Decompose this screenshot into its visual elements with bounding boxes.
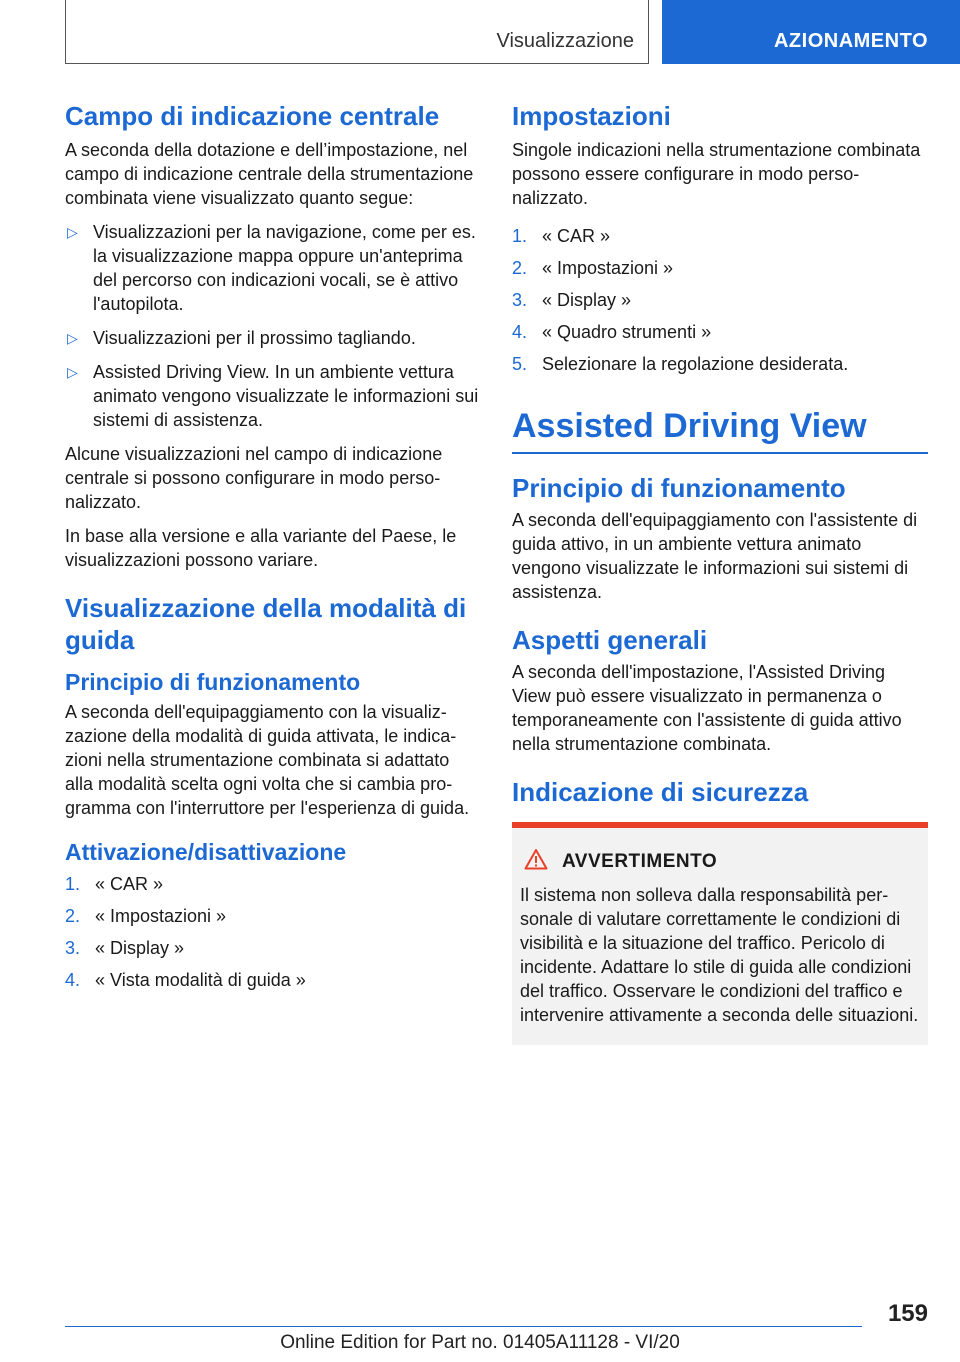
right-column — [512, 100, 928, 1045]
aspetti-paragraph: A seconda dell'impostazione, l'Assisted Driving View può essere visualizzato in permanenza o temporaneamente con l'assistente di guida attivo nella strumentazione combinata. — [512, 662, 902, 754]
header-section-box — [65, 0, 649, 64]
campo-intro: A seconda della dotazione e dell’impostazione, nel campo di indicazione centrale della strumentazione combinata viene visualizzato quanto segue: — [65, 140, 474, 208]
header-chapter-tab — [662, 0, 960, 64]
triangle-bullet-icon: ▷ — [67, 330, 78, 346]
step-item: 3. « Display » — [512, 290, 632, 310]
step-item: 2. « Impostazioni » — [65, 906, 227, 926]
triangle-bullet-icon: ▷ — [67, 224, 78, 240]
section-title-principio: Principio di funzionamento — [512, 473, 846, 503]
campo-paragraph-2: Alcune visualizzazioni nel campo di indicazione centrale si possono configurare in modo personalizzato. — [65, 444, 443, 512]
step-item: 3. « Display » — [65, 938, 185, 958]
list-item: ▷ Visualizzazioni per il prossimo tagliando. — [67, 328, 416, 348]
warning-text: Il sistema non solleva dalla responsabilità personale di valutare correttamente le condizioni di visibilità e la situazione del traffico. Pericolo di incidente. Adattare lo stile di guida alle condizioni del traffico. Osservare le condizioni del traffico e intervenire attivamente a seconda delle situazioni. — [520, 885, 919, 1025]
footer-divider — [65, 1326, 862, 1327]
section-title-impostazioni: Impostazioni — [512, 101, 671, 131]
step-item: 5. Selezionare la regolazione desiderata. — [512, 354, 849, 374]
impostazioni-steps — [512, 224, 928, 376]
step-item: 1. « CAR » — [512, 226, 611, 246]
modalita-paragraph: A seconda dell'equipaggiamento con la visualizzazione della modalità di guida attivata, le indicazioni nella strumentazione combinata si adattato alla modalità scelta ogni volta che si cambia programma con l'interruttore per l'esperienza di guida. — [65, 702, 470, 818]
principio-paragraph: A seconda dell'equipaggiamento con l'assistente di guida attivo, in un ambiente vettura animato vengono visualizzate le informazioni sui sistemi di assistenza. — [512, 510, 918, 602]
list-item: ▷ Assisted Driving View. In un ambiente vettura animato vengono visualizzate le informazioni sui sistemi di assistenza. — [67, 362, 479, 430]
subsection-title-attivazione: Attivazione/disattivazione — [65, 839, 347, 865]
campo-bullet-list — [65, 220, 480, 432]
warning-title: AVVERTIMENTO — [562, 850, 718, 872]
step-item: 4. « Quadro strumenti » — [512, 322, 712, 342]
section-title-aspetti: Aspetti generali — [512, 625, 708, 655]
header-chapter-title: AZIONAMENTO — [773, 30, 928, 52]
impostazioni-intro: Singole indicazioni nella strumentazione combinata possono essere configurare in modo personalizzato. — [512, 140, 921, 208]
warning-header — [524, 848, 920, 875]
subsection-title-principio: Principio di funzionamento — [65, 669, 361, 695]
section-title-modalita: Visualizzazione della modalità di guida — [65, 593, 467, 655]
step-item: 4. « Vista modalità di guida » — [65, 970, 306, 990]
section-title-campo: Campo di indicazione centrale — [65, 101, 440, 131]
header-section-title: Visualizzazione — [496, 30, 634, 52]
chapter-title-assisted-driving: Assisted Driving View — [512, 406, 928, 454]
step-item: 2. « Impostazioni » — [512, 258, 674, 278]
warning-triangle-icon — [524, 848, 548, 875]
campo-paragraph-3: In base alla versione e alla variante del Paese, le visualizzazioni possono variare. — [65, 526, 457, 570]
step-item: 1. « CAR » — [65, 874, 164, 894]
footer-edition: Online Edition for Part no. 01405A11128 - VI/20 — [280, 1332, 680, 1353]
list-item: ▷ Visualizzazioni per la navigazione, come per es. la visualizzazione mappa oppure un'anteprima del percorso con indicazioni vocali, se è attivo l'autopilota. — [67, 222, 476, 314]
warning-box — [512, 822, 928, 1045]
attivazione-steps — [65, 872, 480, 992]
left-column — [65, 100, 480, 1002]
section-title-sicurezza: Indicazione di sicurezza — [512, 777, 809, 807]
triangle-bullet-icon: ▷ — [67, 364, 78, 380]
page-number: 159 — [887, 1300, 928, 1327]
